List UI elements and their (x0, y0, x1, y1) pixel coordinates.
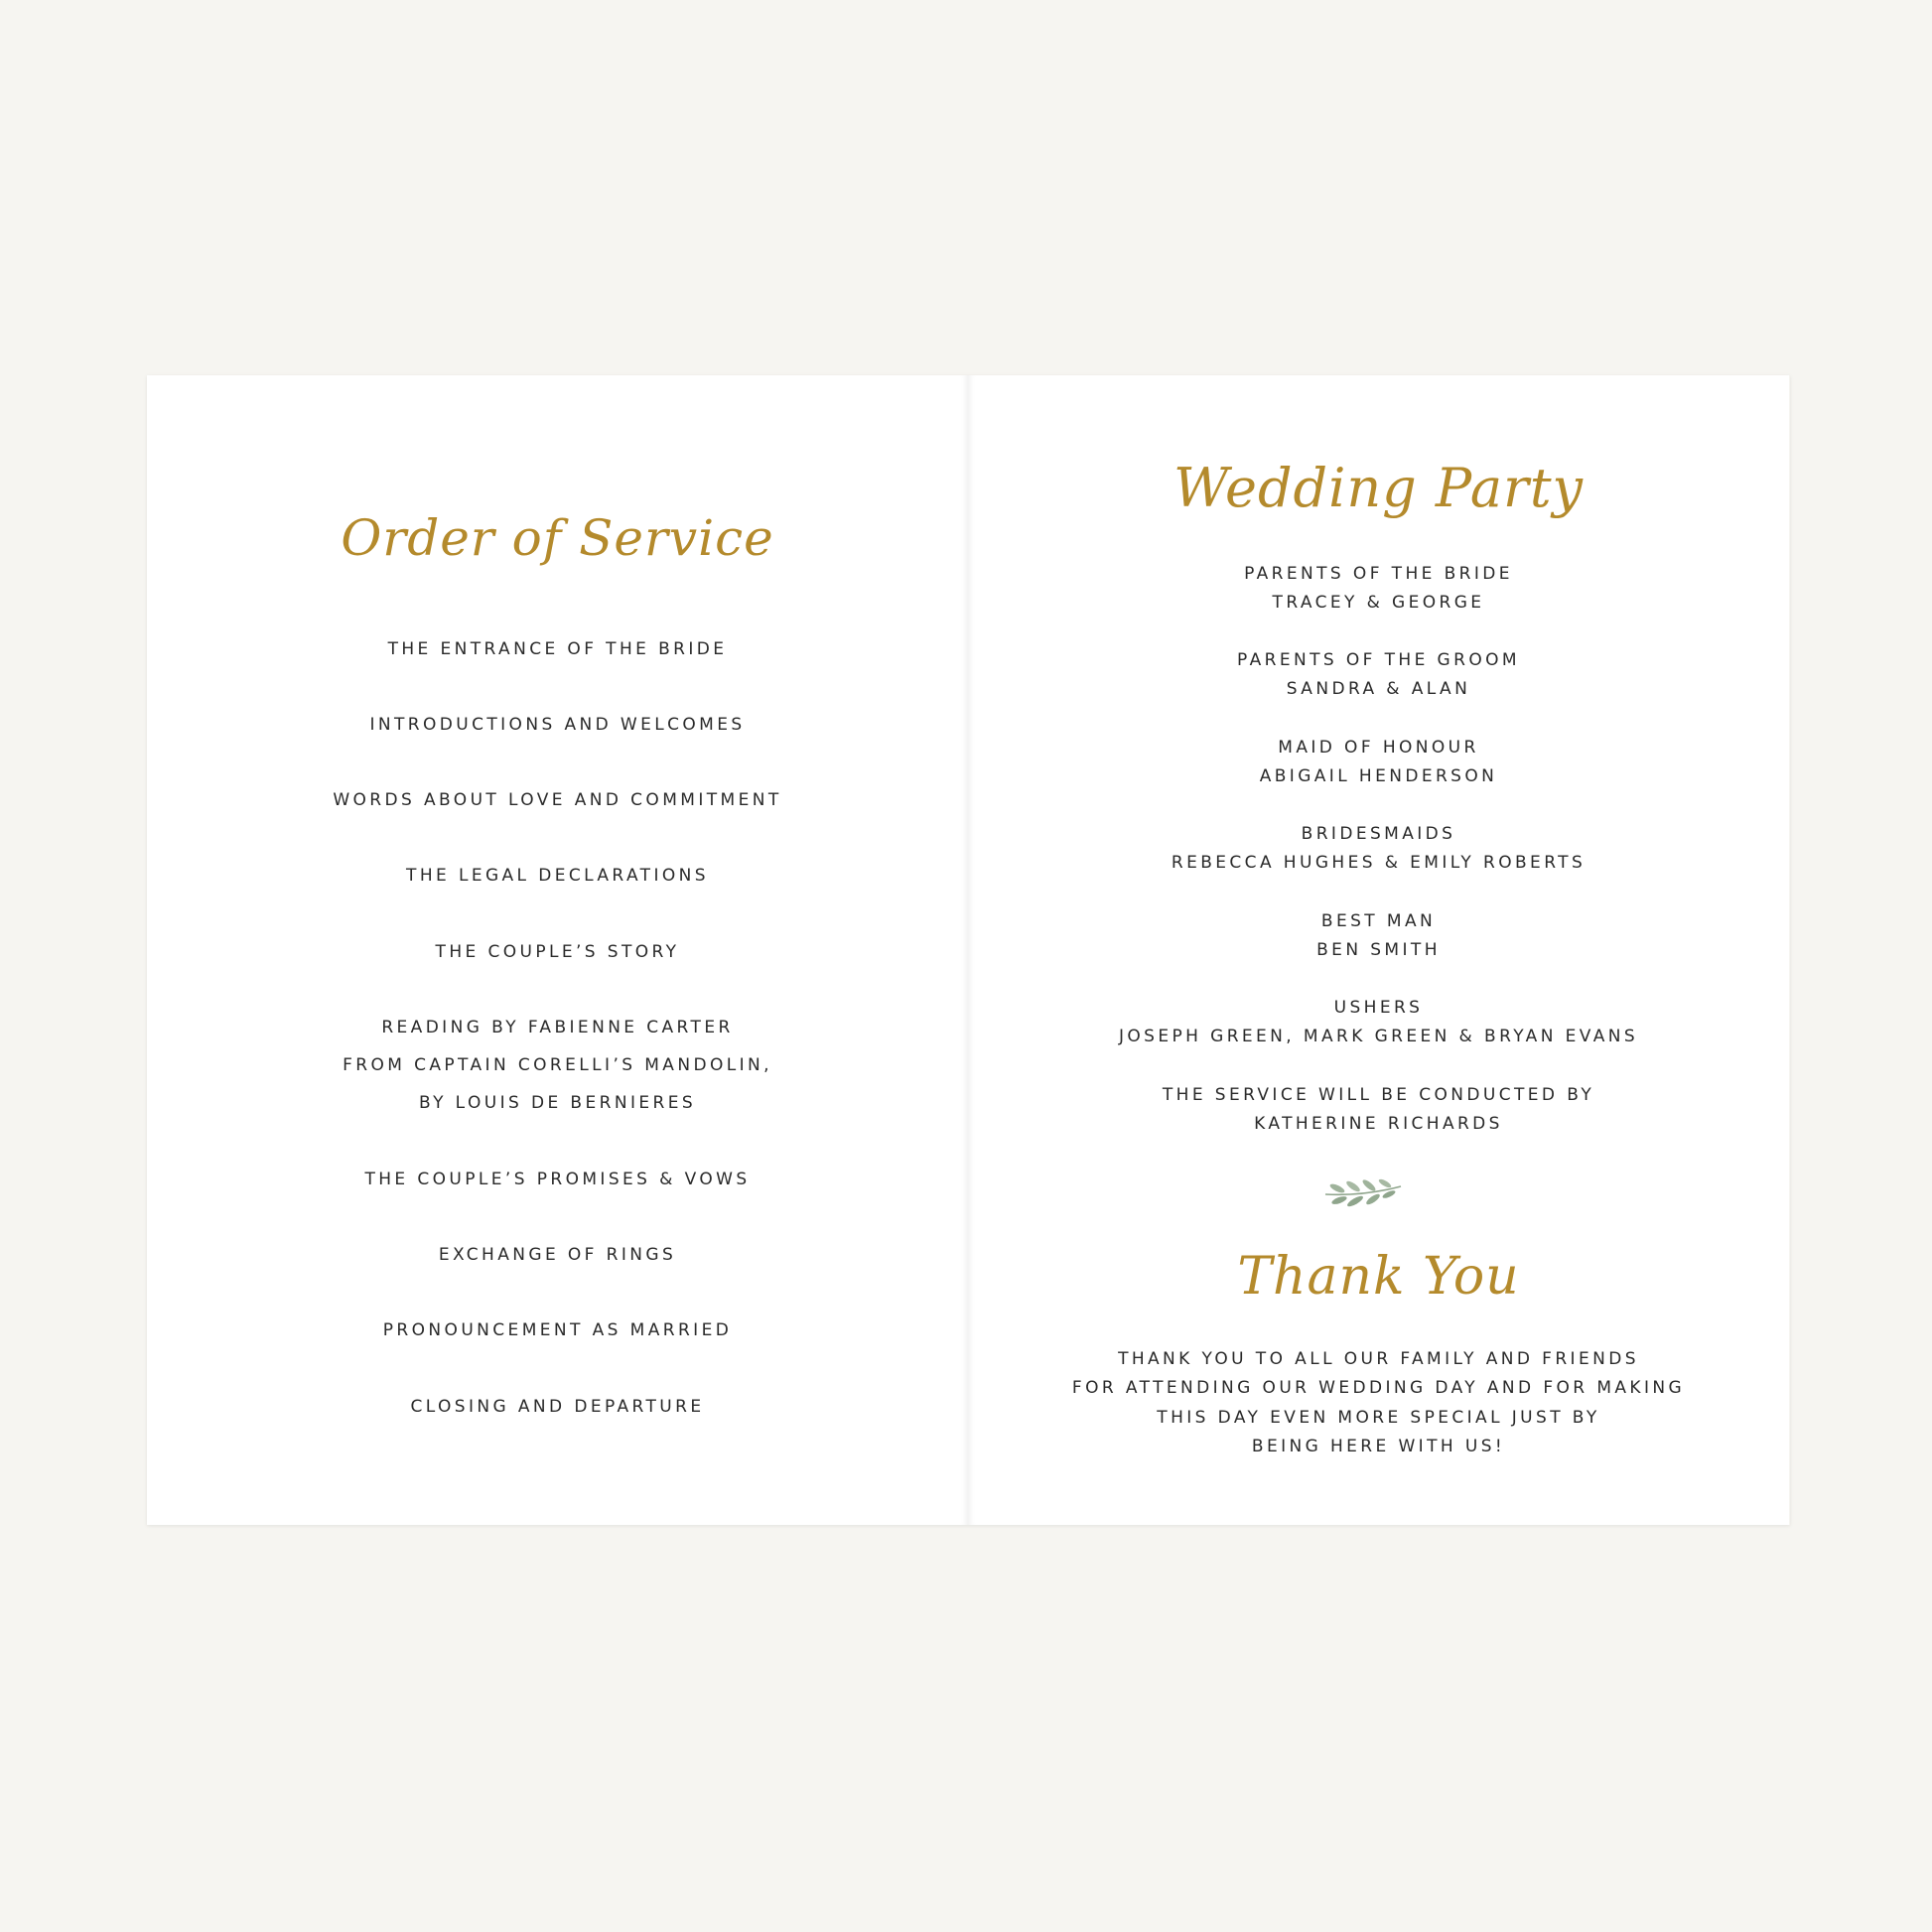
service-item: THE COUPLE’S STORY (435, 942, 680, 962)
party-role: MAID OF HONOUR (1278, 738, 1479, 758)
thank-you-line: THIS DAY EVEN MORE SPECIAL JUST BY (1157, 1408, 1600, 1428)
thank-you-line: THANK YOU TO ALL OUR FAMILY AND FRIENDS (1118, 1349, 1639, 1369)
service-item: EXCHANGE OF RINGS (438, 1245, 677, 1265)
left-page (147, 375, 968, 1525)
party-names: KATHERINE RICHARDS (1254, 1114, 1503, 1134)
wedding-party-title: Wedding Party (1173, 457, 1585, 519)
party-role: BEST MAN (1320, 911, 1437, 931)
order-of-service-title: Order of Service (341, 509, 774, 567)
party-role: PARENTS OF THE GROOM (1237, 650, 1520, 670)
party-role: PARENTS OF THE BRIDE (1244, 564, 1513, 584)
right-page (968, 375, 1789, 1525)
party-names: SANDRA & ALAN (1286, 679, 1471, 699)
party-names: REBECCA HUGHES & EMILY ROBERTS (1171, 853, 1587, 873)
thank-you-title: Thank You (1237, 1247, 1520, 1307)
service-item: WORDS ABOUT LOVE AND COMMITMENT (333, 790, 782, 810)
service-item-reading-author: BY LOUIS DE BERNIERES (418, 1093, 697, 1113)
olive-branch-icon (1323, 1174, 1403, 1210)
party-names: BEN SMITH (1316, 940, 1441, 960)
party-role: BRIDESMAIDS (1301, 824, 1456, 844)
service-item-reading-source: FROM CAPTAIN CORELLI’S MANDOLIN, (343, 1055, 772, 1075)
service-item: THE COUPLE’S PROMISES & VOWS (364, 1170, 751, 1189)
service-item: THE LEGAL DECLARATIONS (406, 866, 709, 886)
program-spread (147, 375, 1790, 1525)
service-item-reading: READING BY FABIENNE CARTER (381, 1018, 734, 1037)
service-item: THE ENTRANCE OF THE BRIDE (387, 639, 728, 659)
party-names: ABIGAIL HENDERSON (1259, 766, 1498, 786)
thank-you-line: BEING HERE WITH US! (1251, 1437, 1506, 1456)
party-role: USHERS (1333, 998, 1424, 1018)
service-item: PRONOUNCEMENT AS MARRIED (382, 1320, 733, 1340)
party-names: TRACEY & GEORGE (1272, 593, 1485, 613)
party-names: JOSEPH GREEN, MARK GREEN & BRYAN EVANS (1118, 1027, 1639, 1046)
service-item: CLOSING AND DEPARTURE (410, 1397, 705, 1417)
party-role: THE SERVICE WILL BE CONDUCTED BY (1162, 1085, 1595, 1105)
thank-you-line: FOR ATTENDING OUR WEDDING DAY AND FOR MAKING (1071, 1378, 1686, 1398)
service-item: INTRODUCTIONS AND WELCOMES (369, 715, 746, 735)
